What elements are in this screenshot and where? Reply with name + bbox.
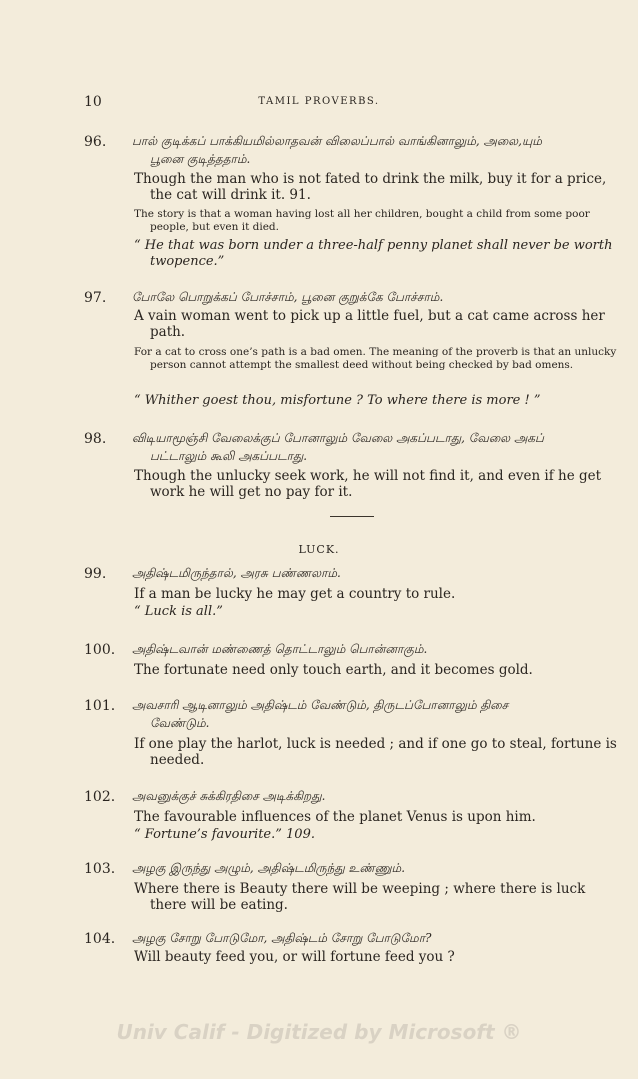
proverb-number: 97. [84, 290, 107, 306]
explanatory-note: For a cat to cross one’s path is a bad omen. The meaning of the proverb is that an unlucky person cannot attempt the smallest deed without being checked by bad omens. [134, 346, 617, 371]
english-equivalent: “ He that was born under a three-half penny planet shall never be worth twopence.” [134, 238, 613, 269]
proverb-number: 98. [84, 431, 107, 447]
tamil-text: அவசாரி ஆடினாலும் அதிஷ்டம் வேண்டும், திருடப்போனாலும் திசை [132, 698, 509, 712]
proverb-number: 99. [84, 566, 107, 582]
tamil-text: பால் குடிக்கப் பாக்கியமில்லாதவன் விலைப்பால் வாங்கினாலும், அலை,யும் [132, 134, 542, 148]
proverb-number: 102. [84, 789, 116, 805]
proverb-number: 101. [84, 698, 116, 714]
english-translation: The fortunate need only touch earth, and it becomes gold. [134, 662, 533, 678]
tamil-text: அவனுக்குச் சுக்கிரதிசை அடிக்கிறது. [132, 789, 326, 803]
running-title: TAMIL PROVERBS. [258, 96, 380, 107]
tamil-text: அதிஷ்டமிருந்தால், அரசு பண்ணலாம். [132, 566, 341, 580]
english-translation: The favourable influences of the planet Venus is upon him. [134, 809, 536, 825]
tamil-text: பூனை குடித்ததாம். [150, 152, 251, 166]
tamil-text: விடியாமூஞ்சி வேலைக்குப் போனாலும் வேலை அகப்படாது, வேலை அகப் [132, 431, 544, 445]
section-divider [330, 516, 374, 517]
english-translation: A vain woman went to pick up a little fuel, but a cat came across her path. [134, 308, 605, 340]
tamil-text: வேண்டும். [150, 716, 210, 730]
proverb-number: 104. [84, 931, 116, 947]
english-equivalent: “ Luck is all.” [134, 604, 223, 619]
section-title: LUCK. [298, 543, 340, 556]
english-translation: Though the unlucky seek work, he will not find it, and even if he get work he will get no pay for it. [134, 468, 602, 500]
proverb-number: 103. [84, 861, 116, 877]
tamil-text: பட்டாலும் கூலி அகப்படாது. [150, 449, 308, 463]
digitization-watermark: Univ Calif - Digitized by Microsoft ® [116, 1020, 522, 1044]
proverb-number: 96. [84, 134, 107, 150]
tamil-text: அதிஷ்டவான் மண்ணைத் தொட்டாலும் பொன்னாகும். [132, 642, 428, 656]
tamil-text: அழகு இருந்து அழும், அதிஷ்டமிருந்து உண்ணும். [132, 861, 406, 875]
english-translation: If a man be lucky he may get a country to rule. [134, 586, 456, 602]
proverb-number: 100. [84, 642, 116, 658]
english-translation: Though the man who is not fated to drink the milk, buy it for a price, the cat will drink it. 91. [134, 171, 607, 203]
english-translation: Where there is Beauty there will be weeping ; where there is luck there will be eating. [134, 881, 586, 913]
english-equivalent: “ Fortune’s favourite.” 109. [134, 827, 315, 842]
page-number: 10 [84, 94, 102, 110]
english-translation: If one play the harlot, luck is needed ; and if one go to steal, fortune is needed. [134, 736, 617, 768]
tamil-text: போலே பொறுக்கப் போச்சாம், பூனை குறுக்கே போச்சாம். [132, 290, 444, 304]
explanatory-note: The story is that a woman having lost all her children, bought a child from some poor people, but even it died. [134, 208, 590, 233]
tamil-text: அழகு சோறு போடுமோ, அதிஷ்டம் சோறு போடுமோ? [132, 931, 432, 945]
english-translation: Will beauty feed you, or will fortune feed you ? [134, 949, 455, 965]
english-equivalent: “ Whither goest thou, misfortune ? To where there is more ! ” [134, 393, 541, 408]
